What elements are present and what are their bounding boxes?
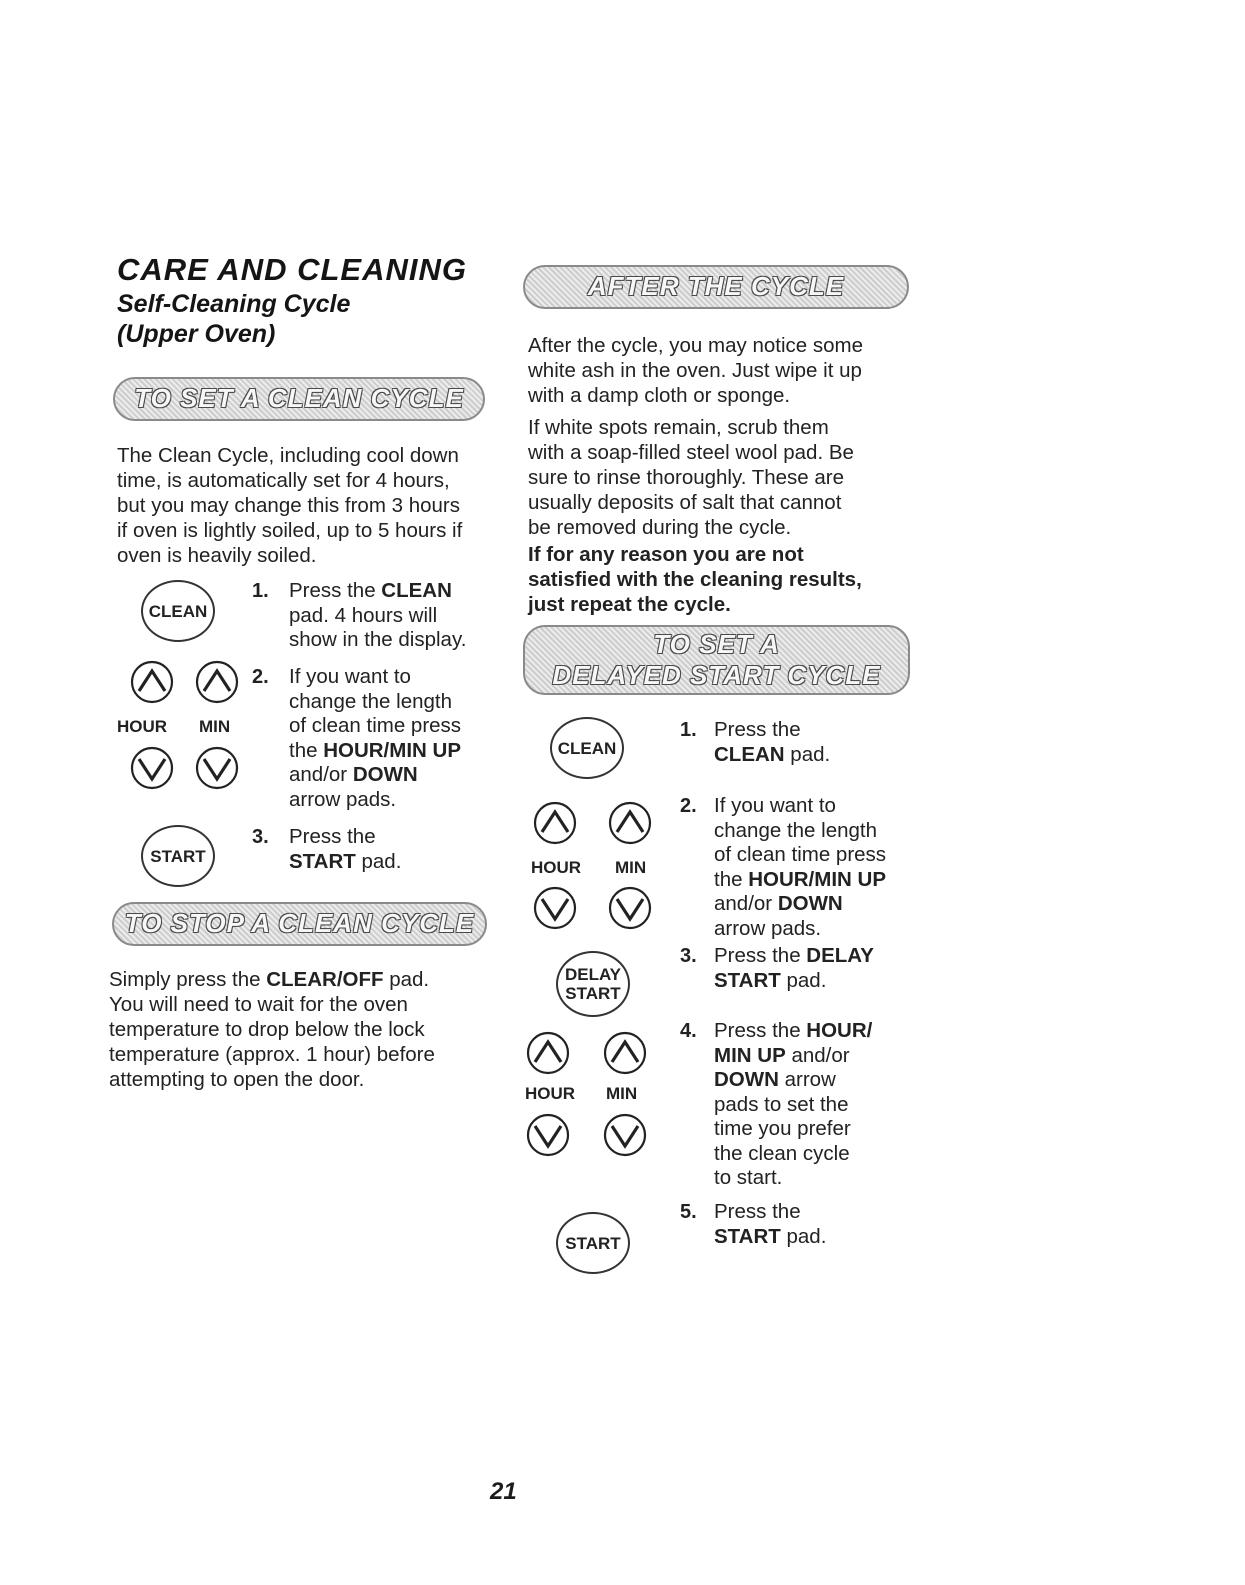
step-text: change the length — [289, 689, 452, 713]
repeat-line: satisfied with the cleaning results, — [528, 568, 862, 591]
step-number: 3. — [680, 945, 697, 967]
min-down-arrow-icon — [608, 886, 652, 930]
intro-line: but you may change this from 3 hours — [117, 494, 460, 517]
step-text: Press the — [714, 1019, 807, 1042]
step-bold: CLEAN — [381, 579, 452, 602]
intro-paragraph — [117, 443, 497, 568]
min-up-arrow-icon — [195, 660, 239, 704]
step-text: the clean cycle — [714, 1141, 850, 1165]
min-down-arrow-icon — [603, 1113, 647, 1157]
stop-line: temperature (approx. 1 hour) before — [109, 1043, 435, 1066]
after-line: with a damp cloth or sponge. — [528, 384, 791, 407]
banner-after-cycle — [523, 265, 909, 309]
step-bold: HOUR/ — [806, 1019, 873, 1042]
min-label: MIN — [199, 717, 231, 736]
step-text: of clean time press — [289, 714, 462, 737]
after-line: After the cycle, you may notice some — [528, 334, 863, 357]
repeat-note — [528, 542, 918, 617]
step-text: change the length — [714, 818, 877, 842]
step-text: Press the — [289, 825, 376, 848]
step-text: the — [714, 867, 749, 891]
step-1-text — [714, 718, 830, 767]
step-bold: CLEAN — [714, 742, 785, 766]
hour-label: HOUR — [525, 1084, 576, 1103]
step-1 — [252, 579, 269, 604]
step-text: pad. — [355, 849, 402, 873]
after-paragraph — [528, 333, 908, 408]
section-subtitle: Self-Cleaning Cycle — [117, 290, 351, 318]
step-number: 1. — [252, 580, 269, 602]
intro-line: if oven is lightly soiled, up to 5 hours if — [117, 519, 463, 542]
step-text: to start. — [714, 1166, 783, 1189]
section-subtitle-oven: (Upper Oven) — [117, 320, 276, 348]
step-bold: HOUR/MIN UP — [323, 738, 462, 762]
step-2-text — [289, 665, 461, 812]
step-bold: START — [714, 968, 781, 992]
min-up-arrow-icon — [608, 801, 652, 845]
banner-text: DELAYED START CYCLE — [552, 660, 881, 690]
stop-line: temperature to drop below the lock — [109, 1018, 425, 1041]
step-number: 1. — [680, 719, 697, 741]
step-3-text — [714, 944, 874, 993]
step-bold: DOWN — [352, 763, 418, 786]
start-pad-icon: START — [556, 1212, 630, 1274]
stop-bold: CLEAR/OFF — [266, 968, 384, 991]
step-text: Press the — [714, 944, 807, 967]
spots-paragraph — [528, 415, 908, 540]
step-text: Press the — [714, 718, 801, 741]
min-up-arrow-icon — [603, 1031, 647, 1075]
step-2 — [252, 665, 269, 690]
min-label: MIN — [606, 1084, 638, 1103]
step-text: and/or — [785, 1043, 850, 1067]
step-number: 4. — [680, 1020, 697, 1042]
page-title: CARE AND CLEANING — [117, 252, 467, 287]
step-5 — [680, 1200, 697, 1225]
step-3-text — [289, 825, 401, 874]
spots-line: be removed during the cycle. — [528, 516, 792, 539]
clean-pad-icon: CLEAN — [550, 717, 624, 779]
stop-text: pad. — [383, 968, 430, 991]
page-number: 21 — [490, 1478, 517, 1505]
step-bold: DOWN — [777, 892, 843, 915]
pad-label: DELAY — [564, 965, 622, 984]
pad-label: START — [565, 984, 621, 1003]
step-5-text — [714, 1200, 826, 1249]
step-number: 2. — [680, 795, 697, 817]
stop-text: Simply press the — [109, 968, 267, 991]
step-number: 2. — [252, 666, 269, 688]
step-text: time you prefer — [714, 1117, 851, 1140]
step-text: arrow pads. — [289, 787, 397, 811]
step-4-text — [714, 1019, 872, 1191]
step-4 — [680, 1019, 697, 1044]
step-text: arrow — [778, 1068, 836, 1091]
step-text: arrow pads. — [714, 916, 822, 940]
step-1-text — [289, 579, 466, 653]
min-label: MIN — [615, 858, 647, 877]
delay-start-pad-icon — [556, 951, 630, 1017]
banner-text: TO STOP A CLEAN CYCLE — [124, 908, 475, 939]
step-text: Press the — [289, 579, 382, 602]
start-pad-icon: START — [141, 825, 215, 887]
after-line: white ash in the oven. Just wipe it up — [528, 359, 862, 382]
spots-line: If white spots remain, scrub them — [528, 416, 829, 439]
step-bold: START — [714, 1224, 781, 1248]
hour-up-arrow-icon — [526, 1031, 570, 1075]
step-2 — [680, 794, 697, 819]
step-text: the — [289, 738, 324, 762]
step-bold: DOWN — [714, 1068, 779, 1091]
step-bold: START — [289, 849, 356, 873]
repeat-line: If for any reason you are not — [528, 543, 804, 566]
step-text: of clean time press — [714, 843, 887, 866]
step-2-text — [714, 794, 886, 941]
step-text: and/or — [714, 892, 778, 915]
step-text: pad. 4 hours will — [289, 603, 438, 627]
hour-down-arrow-icon — [533, 886, 577, 930]
repeat-line: just repeat the cycle. — [528, 593, 731, 616]
step-3 — [252, 825, 269, 850]
hour-label: HOUR — [117, 717, 168, 736]
spots-line: usually deposits of salt that cannot — [528, 491, 842, 514]
step-bold: MIN UP — [714, 1043, 786, 1067]
banner-text: TO SET A CLEAN CYCLE — [134, 383, 464, 414]
hour-down-arrow-icon — [130, 746, 174, 790]
intro-line: oven is heavily soiled. — [117, 544, 317, 567]
step-bold: HOUR/MIN UP — [748, 867, 887, 891]
step-text: pad. — [780, 968, 827, 992]
spots-line: sure to rinse thoroughly. These are — [528, 466, 845, 489]
intro-line: time, is automatically set for 4 hours, — [117, 469, 450, 492]
step-text: show in the display. — [289, 628, 467, 651]
stop-paragraph — [109, 967, 499, 1092]
stop-line: You will need to wait for the oven — [109, 993, 408, 1016]
banner-set-clean-cycle — [113, 377, 485, 421]
banner-text: TO SET A — [653, 628, 780, 659]
step-text: pad. — [784, 742, 831, 766]
step-text: and/or — [289, 763, 353, 786]
hour-up-arrow-icon — [533, 801, 577, 845]
hour-up-arrow-icon — [130, 660, 174, 704]
banner-stop-clean-cycle — [112, 902, 487, 946]
intro-line: The Clean Cycle, including cool down — [117, 444, 459, 467]
step-1 — [680, 718, 697, 743]
min-down-arrow-icon — [195, 746, 239, 790]
step-text: pad. — [780, 1224, 827, 1248]
step-bold: DELAY — [806, 944, 874, 967]
hour-label: HOUR — [531, 858, 582, 877]
banner-text: AFTER THE CYCLE — [587, 271, 845, 302]
step-text: Press the — [714, 1200, 801, 1223]
step-text: If you want to — [714, 794, 836, 817]
step-text: If you want to — [289, 665, 411, 688]
step-text: pads to set the — [714, 1092, 849, 1116]
banner-delayed-start — [523, 625, 910, 695]
step-number: 5. — [680, 1201, 697, 1223]
clean-pad-icon: CLEAN — [141, 580, 215, 642]
stop-line: attempting to open the door. — [109, 1068, 365, 1091]
step-3 — [680, 944, 697, 969]
step-number: 3. — [252, 826, 269, 848]
hour-down-arrow-icon — [526, 1113, 570, 1157]
spots-line: with a soap-filled steel wool pad. Be — [528, 441, 854, 464]
